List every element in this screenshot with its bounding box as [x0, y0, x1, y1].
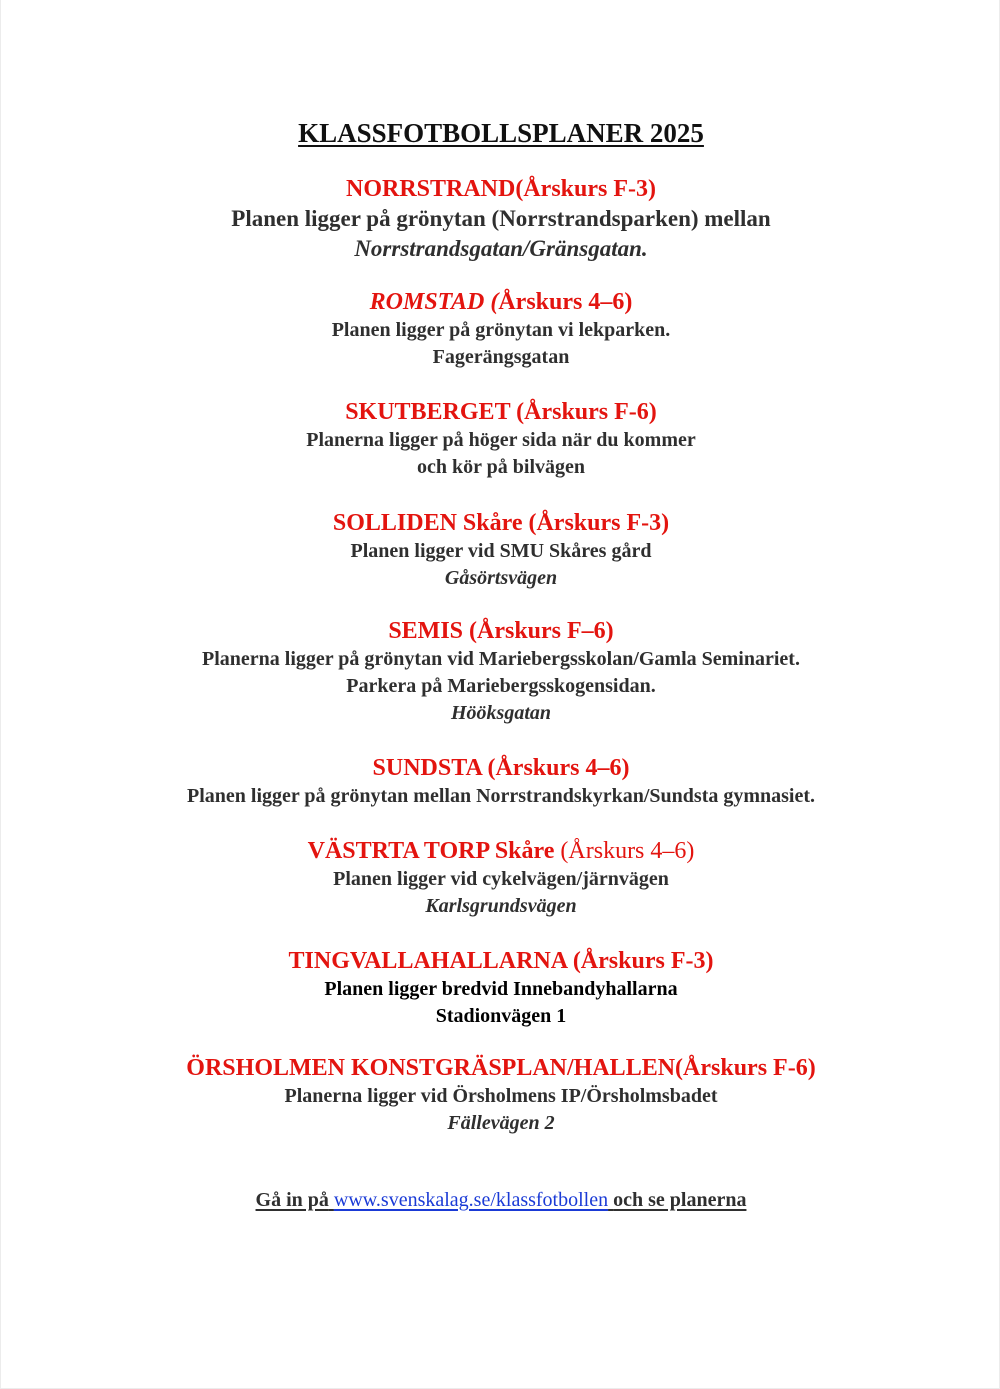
footer-suffix: och se planerna: [613, 1189, 747, 1211]
document-title: KLASSFOTBOLLSPLANER 2025: [298, 118, 704, 148]
section-line: Planen ligger bredvid Innebandyhallarna: [324, 978, 678, 1000]
section-line: Planerna ligger vid Örsholmens IP/Örsholmsbadet: [284, 1085, 718, 1107]
section-heading: [1, 174, 1000, 204]
section-line: Planen ligger på grönytan mellan Norrstrandskyrkan/Sundsta gymnasiet.: [186, 785, 816, 807]
section-grade: (Årskurs F–6): [469, 618, 614, 644]
section-street: Fagerängsgatan: [432, 346, 570, 368]
section-street: Fällevägen 2: [447, 1112, 555, 1134]
section-grade: (Årskurs 4–6): [487, 755, 630, 781]
section-solliden: [1, 508, 1000, 592]
section-street: Hööksgatan: [450, 702, 552, 724]
section-heading: [1, 287, 1000, 317]
section-heading: [1, 753, 1000, 783]
section-heading: [1, 1053, 1000, 1083]
section-line: Planen ligger på grönytan vi lekparken.: [331, 319, 671, 341]
section-name: SEMIS: [388, 618, 464, 644]
section-heading: [1, 616, 1000, 646]
section-line: Planen ligger vid SMU Skåres gård: [350, 540, 652, 562]
section-orsholmen: [1, 1053, 1000, 1137]
section-sundsta: [1, 753, 1000, 810]
section-name: ÖRSHOLMEN KONSTGRÄSPLAN/HALLEN: [186, 1055, 676, 1081]
section-heading: [1, 397, 1000, 427]
section-name: SUNDSTA: [372, 755, 482, 781]
section-grade: Årskurs 4–6): [498, 289, 633, 315]
section-tingvallahallarna: [1, 946, 1000, 1030]
section-street: Karlsgrundsvägen: [425, 895, 577, 917]
section-name: NORRSTRAND: [345, 176, 516, 202]
section-grade: (Årskurs F-6): [675, 1055, 816, 1081]
footer-prefix: Gå in på: [255, 1189, 329, 1211]
section-name: VÄSTRTA TORP Skåre: [307, 838, 555, 864]
section-street: Norrstrandsgatan/Gränsgatan.: [354, 236, 648, 261]
section-line: Parkera på Mariebergsskogensidan.: [346, 675, 656, 697]
section-street: Stadionvägen 1: [435, 1005, 567, 1027]
section-name: SKUTBERGET: [345, 399, 511, 425]
section-grade: (Årskurs F-3): [572, 948, 714, 974]
section-vastra-torp: [1, 836, 1000, 920]
section-name: SOLLIDEN Skåre: [332, 510, 523, 536]
section-grade: (Årskurs F-6): [516, 399, 657, 425]
section-skutberget: [1, 397, 1000, 481]
section-romstad: [1, 287, 1000, 371]
section-name: ROMSTAD (: [369, 289, 499, 315]
section-norrstrand: [1, 174, 1000, 264]
svenskalag-link[interactable]: www.svenskalag.se/klassfotbollen: [333, 1189, 609, 1211]
section-line: Planen ligger på grönytan (Norrstrandsparken) mellan: [231, 206, 771, 231]
section-grade: (Årskurs F-3): [515, 176, 656, 202]
section-heading: [1, 946, 1000, 976]
section-name: TINGVALLAHALLARNA: [288, 948, 567, 974]
section-heading: [1, 508, 1000, 538]
section-line: och kör på bilvägen: [417, 456, 585, 478]
section-heading: [1, 836, 1000, 866]
section-grade: (Årskurs F-3): [528, 510, 670, 536]
section-line: Planerna ligger på grönytan vid Mariebergsskolan/Gamla Seminariet.: [202, 648, 800, 670]
footer-note: [1, 1186, 1000, 1214]
section-street: Gåsörtsvägen: [444, 567, 558, 589]
section-line: Planerna ligger på höger sida när du kommer: [306, 429, 696, 451]
section-line: Planen ligger vid cykelvägen/järnvägen: [333, 868, 669, 890]
section-semis: [1, 616, 1000, 727]
section-grade: (Årskurs 4–6): [560, 838, 695, 864]
